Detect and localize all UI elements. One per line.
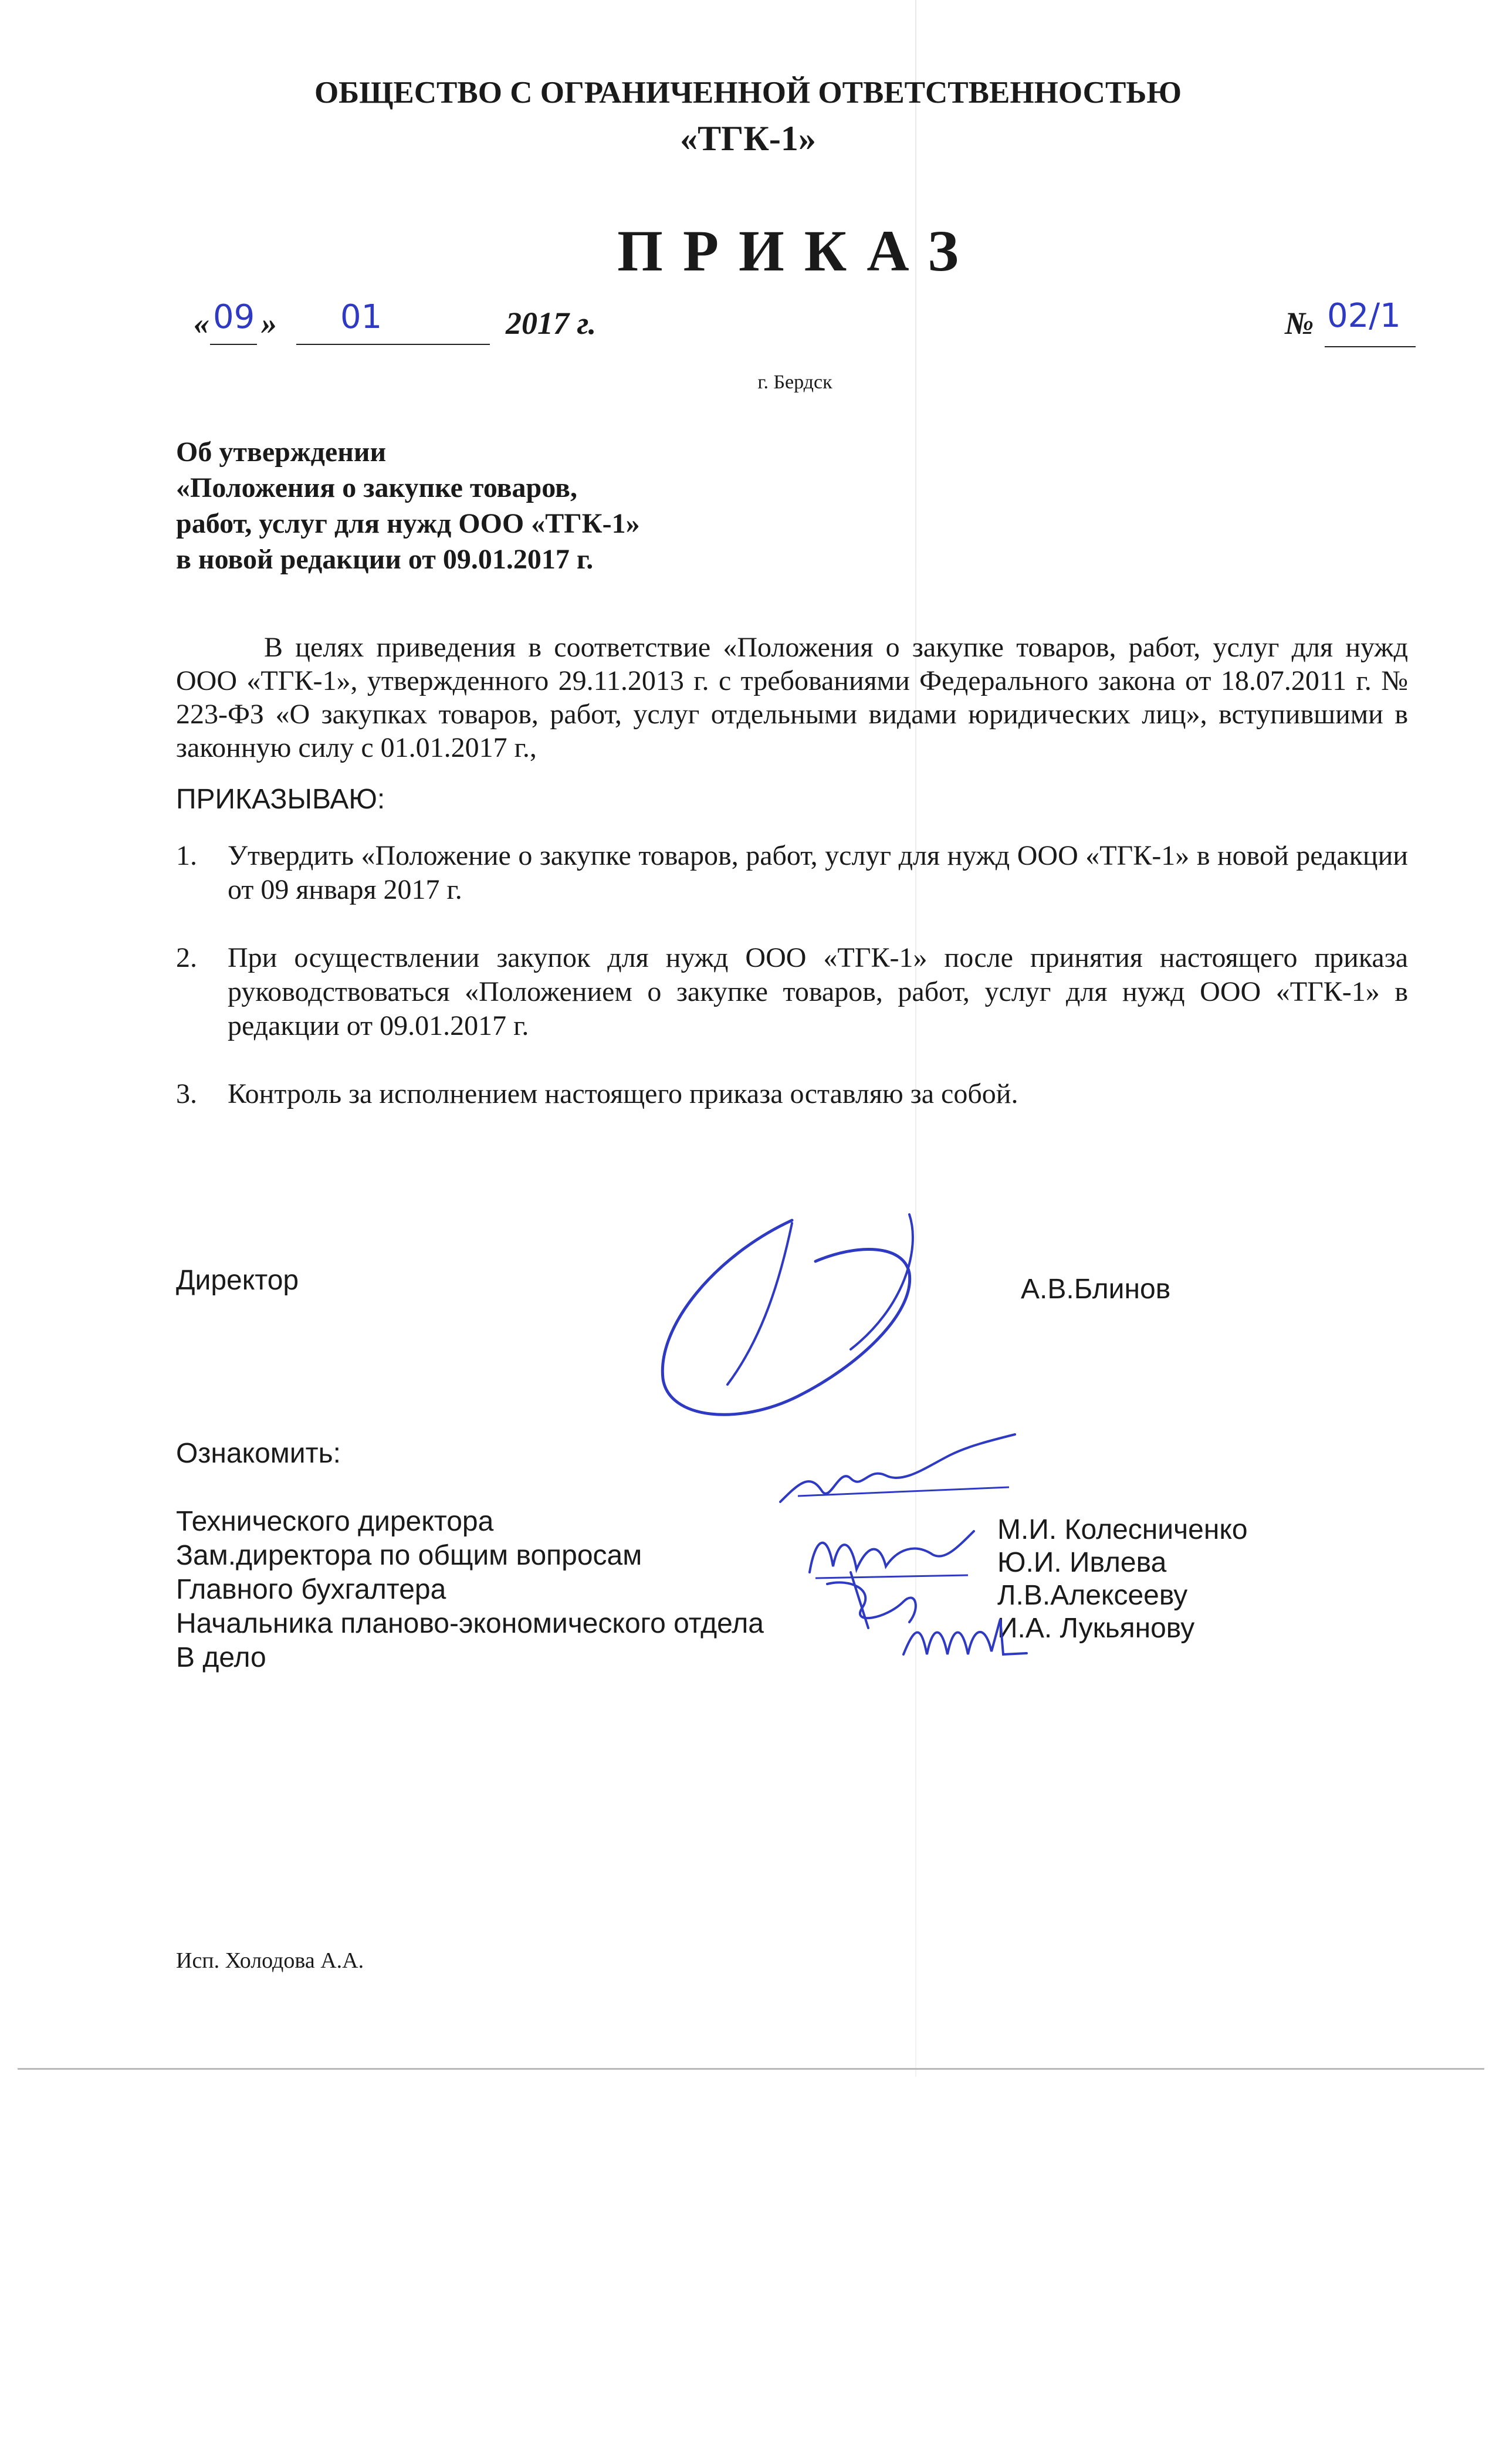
acknowledge-role: Зам.директора по общим вопросам bbox=[176, 1540, 642, 1571]
date-month-handwritten: 01 bbox=[340, 298, 383, 336]
date-close-quote: » bbox=[261, 306, 277, 341]
organization-name-line1: ОБЩЕСТВО С ОГРАНИЧЕННОЙ ОТВЕТСТВЕННОСТЬЮ bbox=[314, 76, 1182, 110]
order-number-handwritten: 02/1 bbox=[1327, 297, 1401, 335]
date-day-handwritten: 09 bbox=[213, 298, 255, 336]
order-item-number: 1. bbox=[176, 840, 197, 871]
executor: Исп. Холодова А.А. bbox=[176, 1948, 364, 1973]
page-bottom-rule bbox=[18, 2068, 1484, 2070]
order-item bbox=[176, 1077, 1408, 1111]
director-signature bbox=[645, 1209, 950, 1431]
acknowledge-name: Л.В.Алексееву bbox=[997, 1580, 1188, 1611]
preamble-paragraph: В целях приведения в соответствие «Положения о закупке товаров, работ, услуг для нужд ООО «ТГК-1», утвержденного 29.11.2013 г. с требованиями Федерального закона от 18.07.2011 г. № 223-ФЗ «О закупках товаров, работ, услуг отдельными видами юридических лиц», вступившими в законную силу с 01.01.2017 г., bbox=[176, 632, 1408, 763]
date-day-underline bbox=[210, 344, 257, 345]
subject-line: в новой редакции от 09.01.2017 г. bbox=[176, 544, 594, 575]
signatory-role: Директор bbox=[176, 1265, 299, 1296]
acknowledge-role: Технического директора bbox=[176, 1506, 494, 1537]
acknowledge-name: И.А. Лукьянову bbox=[997, 1613, 1195, 1644]
date-year: 2017 г. bbox=[506, 306, 597, 341]
order-subject bbox=[176, 434, 640, 577]
city: г. Бердск bbox=[757, 371, 832, 393]
subject-line: Об утверждении bbox=[176, 436, 387, 468]
organization-name-line2: «ТГК-1» bbox=[680, 119, 816, 158]
acknowledge-role: Главного бухгалтера bbox=[176, 1574, 446, 1605]
order-directive-word: ПРИКАЗЫВАЮ: bbox=[176, 784, 385, 815]
order-item bbox=[176, 941, 1408, 1043]
acknowledge-signature-1 bbox=[774, 1431, 1021, 1519]
subject-line: «Положения о закупке товаров, bbox=[176, 472, 577, 503]
acknowledge-signature-4 bbox=[898, 1602, 1033, 1666]
order-item-text: При осуществлении закупок для нужд ООО «ТГК-1» после принятия настоящего приказа руководствоваться «Положением о закупке товаров, работ, услуг для нужд ООО «ТГК-1» в редакции от 09.01.2017 г. bbox=[228, 942, 1408, 1041]
acknowledge-names bbox=[997, 1514, 1248, 1645]
signatory-name: А.В.Блинов bbox=[1021, 1274, 1171, 1305]
order-item-number: 3. bbox=[176, 1078, 197, 1109]
order-number-label: № bbox=[1285, 306, 1314, 341]
order-item-text: Контроль за исполнением настоящего приказа оставляю за собой. bbox=[228, 1078, 1018, 1109]
subject-line: работ, услуг для нужд ООО «ТГК-1» bbox=[176, 508, 640, 539]
acknowledge-role: В дело bbox=[176, 1642, 266, 1673]
order-number-underline bbox=[1325, 346, 1416, 347]
order-item bbox=[176, 839, 1408, 907]
date-month-underline bbox=[296, 344, 490, 345]
acknowledge-role: Начальника планово-экономического отдела bbox=[176, 1608, 764, 1639]
acknowledge-label: Ознакомить: bbox=[176, 1438, 341, 1469]
acknowledge-name: М.И. Колесниченко bbox=[997, 1514, 1248, 1545]
order-item-text: Утвердить «Положение о закупке товаров, работ, услуг для нужд ООО «ТГК-1» в новой редакции от 09 января 2017 г. bbox=[228, 840, 1408, 905]
order-items-list bbox=[176, 839, 1408, 1145]
acknowledge-name: Ю.И. Ивлева bbox=[997, 1547, 1167, 1578]
acknowledge-roles bbox=[176, 1505, 764, 1675]
date-open-quote: « bbox=[194, 306, 209, 341]
document-title: ПРИКАЗ bbox=[617, 218, 979, 283]
order-item-number: 2. bbox=[176, 942, 197, 973]
